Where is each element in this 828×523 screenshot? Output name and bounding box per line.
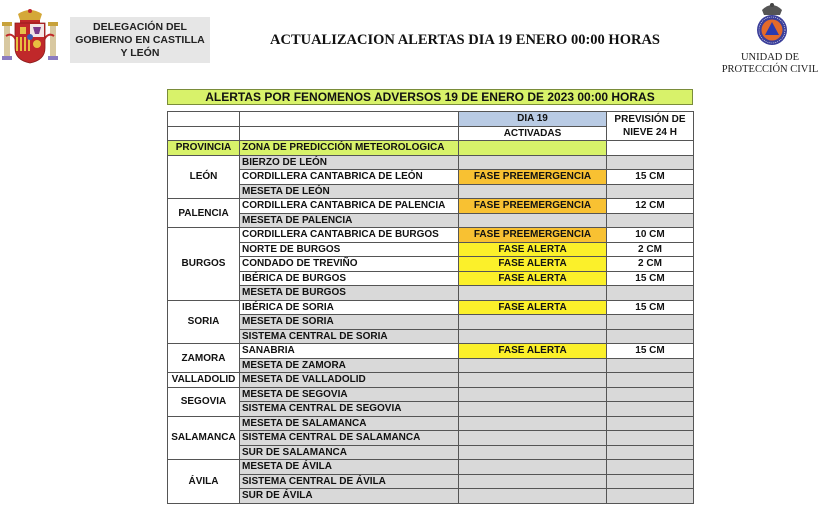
table-row [168, 155, 694, 170]
province-cell: PALENCIA [168, 199, 240, 228]
spain-coat-of-arms-icon [2, 6, 58, 66]
snow-forecast-cell [607, 387, 694, 402]
zone-cell: SISTEMA CENTRAL DE ÁVILA [240, 474, 459, 489]
table-row [168, 315, 694, 330]
table-row [168, 170, 694, 185]
zone-cell: SISTEMA CENTRAL DE SEGOVIA [240, 402, 459, 417]
delegation-line-2: GOBIERNO EN CASTILLA [75, 33, 205, 46]
province-cell: ÁVILA [168, 460, 240, 504]
snow-forecast-header-line-2: NIEVE 24 H [623, 127, 677, 138]
zone-cell: SANABRIA [240, 344, 459, 359]
civil-protection-emblem-icon [752, 2, 792, 48]
province-cell: BURGOS [168, 228, 240, 301]
snow-forecast-cell: 2 CM [607, 242, 694, 257]
alert-cell [459, 315, 607, 330]
snow-forecast-cell [607, 402, 694, 417]
zone-cell: SISTEMA CENTRAL DE SORIA [240, 329, 459, 344]
alert-header-blank [459, 141, 607, 156]
snow-forecast-cell: 15 CM [607, 271, 694, 286]
page-title: ACTUALIZACION ALERTAS DIA 19 ENERO 00:00 HORAS [270, 32, 660, 48]
alert-cell [459, 329, 607, 344]
day-header: DIA 19 [459, 112, 607, 127]
table-row [168, 402, 694, 417]
snow-forecast-header [607, 112, 694, 141]
snow-forecast-cell [607, 358, 694, 373]
table-row [168, 344, 694, 359]
table-row [168, 387, 694, 402]
blank-cell [168, 126, 240, 141]
zone-cell: SUR DE SALAMANCA [240, 445, 459, 460]
zone-cell: MESETA DE LEÓN [240, 184, 459, 199]
zone-cell: MESETA DE ZAMORA [240, 358, 459, 373]
zone-cell: MESETA DE ÁVILA [240, 460, 459, 475]
snow-forecast-cell [607, 184, 694, 199]
alert-status-badge: FASE ALERTA [459, 257, 607, 272]
alert-cell [459, 184, 607, 199]
table-row [168, 286, 694, 301]
table-row [168, 431, 694, 446]
table-row [168, 445, 694, 460]
civil-protection-line-2: PROTECCIÓN CIVIL [721, 64, 819, 75]
province-cell: ZAMORA [168, 344, 240, 373]
civil-protection-label [712, 52, 828, 76]
snow-forecast-header-line-1: PREVISIÓN DE [614, 114, 686, 125]
table-row [168, 373, 694, 388]
alert-cell [459, 445, 607, 460]
zone-cell: CORDILLERA CANTABRICA DE BURGOS [240, 228, 459, 243]
province-cell: VALLADOLID [168, 373, 240, 388]
snow-forecast-cell: 12 CM [607, 199, 694, 214]
snow-forecast-cell [607, 474, 694, 489]
header-row-1 [168, 112, 694, 127]
table-row [168, 271, 694, 286]
zone-cell: MESETA DE SORIA [240, 315, 459, 330]
zone-cell: SUR DE ÁVILA [240, 489, 459, 504]
alert-cell [459, 358, 607, 373]
province-cell: SORIA [168, 300, 240, 344]
activated-header: ACTIVADAS [459, 126, 607, 141]
alert-status-badge: FASE ALERTA [459, 300, 607, 315]
alert-cell [459, 474, 607, 489]
table-row [168, 460, 694, 475]
zone-cell: CORDILLERA CANTABRICA DE PALENCIA [240, 199, 459, 214]
province-cell: SALAMANCA [168, 416, 240, 460]
zone-cell: MESETA DE PALENCIA [240, 213, 459, 228]
zone-cell: MESETA DE VALLADOLID [240, 373, 459, 388]
snow-forecast-cell [607, 431, 694, 446]
alert-status-badge: FASE PREEMERGENCIA [459, 228, 607, 243]
blank-cell [240, 126, 459, 141]
snow-header-blank [607, 141, 694, 156]
table-row [168, 474, 694, 489]
zone-cell: CONDADO DE TREVIÑO [240, 257, 459, 272]
alert-cell [459, 402, 607, 417]
blank-cell [168, 112, 240, 127]
table-banner: ALERTAS POR FENOMENOS ADVERSOS 19 DE ENERO DE 2023 00:00 HORAS [167, 89, 693, 105]
province-cell: LEÓN [168, 155, 240, 199]
blank-cell [240, 112, 459, 127]
snow-forecast-cell: 15 CM [607, 170, 694, 185]
civil-protection-line-1: UNIDAD DE [740, 52, 800, 63]
snow-forecast-cell [607, 373, 694, 388]
snow-forecast-cell [607, 489, 694, 504]
delegation-line-3: Y LEÓN [120, 46, 160, 59]
table-row [168, 228, 694, 243]
snow-forecast-cell: 2 CM [607, 257, 694, 272]
zone-cell: MESETA DE BURGOS [240, 286, 459, 301]
alert-status-badge: FASE ALERTA [459, 344, 607, 359]
alert-status-badge: FASE PREEMERGENCIA [459, 199, 607, 214]
alert-cell [459, 416, 607, 431]
delegation-line-1: DELEGACIÓN DEL [93, 20, 187, 33]
alert-status-badge: FASE ALERTA [459, 242, 607, 257]
table-row [168, 358, 694, 373]
snow-forecast-cell [607, 286, 694, 301]
snow-forecast-cell: 10 CM [607, 228, 694, 243]
header-row-3 [168, 141, 694, 156]
table-row [168, 184, 694, 199]
zone-header: ZONA DE PREDICCIÓN METEOROLOGICA [240, 141, 459, 156]
alert-status-badge: FASE ALERTA [459, 271, 607, 286]
alert-cell [459, 373, 607, 388]
snow-forecast-cell [607, 315, 694, 330]
zone-cell: BIERZO DE LEÓN [240, 155, 459, 170]
table-row [168, 300, 694, 315]
snow-forecast-cell [607, 445, 694, 460]
delegation-label [70, 17, 210, 63]
snow-forecast-cell [607, 213, 694, 228]
zone-cell: IBÉRICA DE BURGOS [240, 271, 459, 286]
snow-forecast-cell: 15 CM [607, 300, 694, 315]
alert-cell [459, 460, 607, 475]
table-row [168, 213, 694, 228]
alert-status-badge: FASE PREEMERGENCIA [459, 170, 607, 185]
snow-forecast-cell [607, 329, 694, 344]
table-row [168, 416, 694, 431]
zone-cell: CORDILLERA CANTABRICA DE LEÓN [240, 170, 459, 185]
snow-forecast-cell [607, 416, 694, 431]
table-row [168, 489, 694, 504]
snow-forecast-cell [607, 460, 694, 475]
alert-cell [459, 155, 607, 170]
zone-cell: MESETA DE SEGOVIA [240, 387, 459, 402]
alert-cell [459, 213, 607, 228]
alert-cell [459, 286, 607, 301]
alert-cell [459, 387, 607, 402]
zone-cell: MESETA DE SALAMANCA [240, 416, 459, 431]
province-cell: SEGOVIA [168, 387, 240, 416]
snow-forecast-cell: 15 CM [607, 344, 694, 359]
table-row [168, 242, 694, 257]
table-row [168, 199, 694, 214]
snow-forecast-cell [607, 155, 694, 170]
alert-cell [459, 431, 607, 446]
zone-cell: IBÉRICA DE SORIA [240, 300, 459, 315]
table-row [168, 329, 694, 344]
table-row [168, 257, 694, 272]
alerts-table [167, 111, 694, 504]
alert-cell [459, 489, 607, 504]
zone-cell: NORTE DE BURGOS [240, 242, 459, 257]
province-header: PROVINCIA [168, 141, 240, 156]
zone-cell: SISTEMA CENTRAL DE SALAMANCA [240, 431, 459, 446]
